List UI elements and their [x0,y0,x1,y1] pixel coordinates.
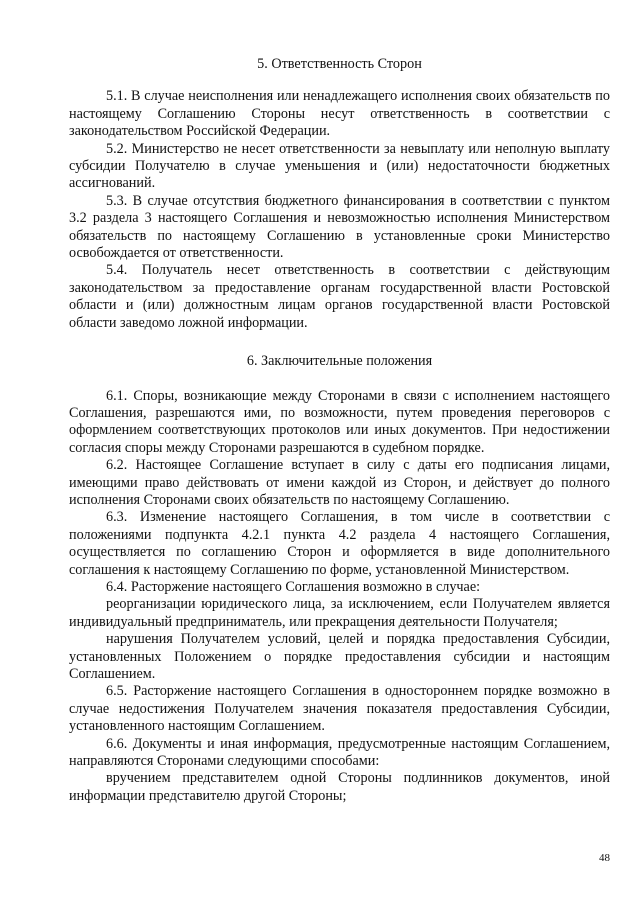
section-6-title: 6. Заключительные положения [246,353,433,370]
paragraph-6-4-item-1: реорганизации юридического лица, за исключением, если Получателем является индивидуальный предприниматель, или прекращения деятельности Получателя; [69,596,610,630]
page-number: 48 [599,852,610,864]
paragraph-6-5: 6.5. Расторжение настоящего Соглашения в одностороннем порядке возможно в случае недостижения Получателем значения показателя предоставления Субсидии, установленного настоящим Соглашением. [69,683,610,735]
document-page [69,56,610,805]
paragraph-5-2: 5.2. Министерство не несет ответственности за невыплату или неполную выплату субсидии Получателю в случае уменьшения и (или) недостаточности бюджетных ассигнований. [69,140,610,192]
section-5-title: 5. Ответственность Сторон [257,56,422,72]
paragraph-6-2: 6.2. Настоящее Соглашение вступает в силу с даты его подписания лицами, имеющими право действовать от имени каждой из Сторон, и действует до полного исполнения Сторонами своих обязательств по настоящему Соглашению. [69,457,610,508]
paragraph-6-6: 6.6. Документы и иная информация, предусмотренные настоящим Соглашением, направляются Сторонами следующими способами: [69,735,610,770]
paragraph-6-4-item-2: нарушения Получателем условий, целей и порядка предоставления Субсидии, установленных Положением о порядке предоставления субсидии и настоящим Соглашением. [69,631,610,682]
paragraph-6-4: 6.4. Расторжение настоящего Соглашения возможно в случае: [106,578,481,595]
paragraph-6-3: 6.3. Изменение настоящего Соглашения, в том числе в соответствии с положениями подпункта 4.2.1 пункта 4.2 раздела 4 настоящего Соглашения, осуществляется по соглашению Сторон и оформляется в виде дополнительного соглашения к настоящему Соглашению по форме, установленной Министерством. [69,509,610,578]
paragraph-5-1: 5.1. В случае неисполнения или ненадлежащего исполнения своих обязательств по настоящему Соглашению Стороны несут ответственность в соответствии с законодательством Российской Федерации. [69,88,610,140]
paragraph-6-1: 6.1. Споры, возникающие между Сторонами в связи с исполнением настоящего Соглашения, разрешаются ими, по возможности, путем проведения переговоров с оформлением соответствующих протоколов или иных документов. При недостижении согласия споры между Сторонами разрешаются в судебном порядке. [69,387,610,456]
paragraph-6-6-item-1: вручением представителем одной Стороны подлинников документов, иной информации представителю другой Стороны; [69,770,610,804]
paragraph-5-3: 5.3. В случае отсутствия бюджетного финансирования в соответствии с пунктом 3.2 раздела 3 настоящего Соглашения и невозможностью исполнения Министерством обязательств по настоящему Соглашению в установленные сроки Министерство освобождается от ответственности. [69,192,610,262]
paragraph-5-4: 5.4. Получатель несет ответственность в соответствии с действующим законодательством за предоставление органам государственной власти Ростовской области и (или) должностным лицам органов государственной власти Ростовской области заведомо ложной информации. [69,262,610,331]
